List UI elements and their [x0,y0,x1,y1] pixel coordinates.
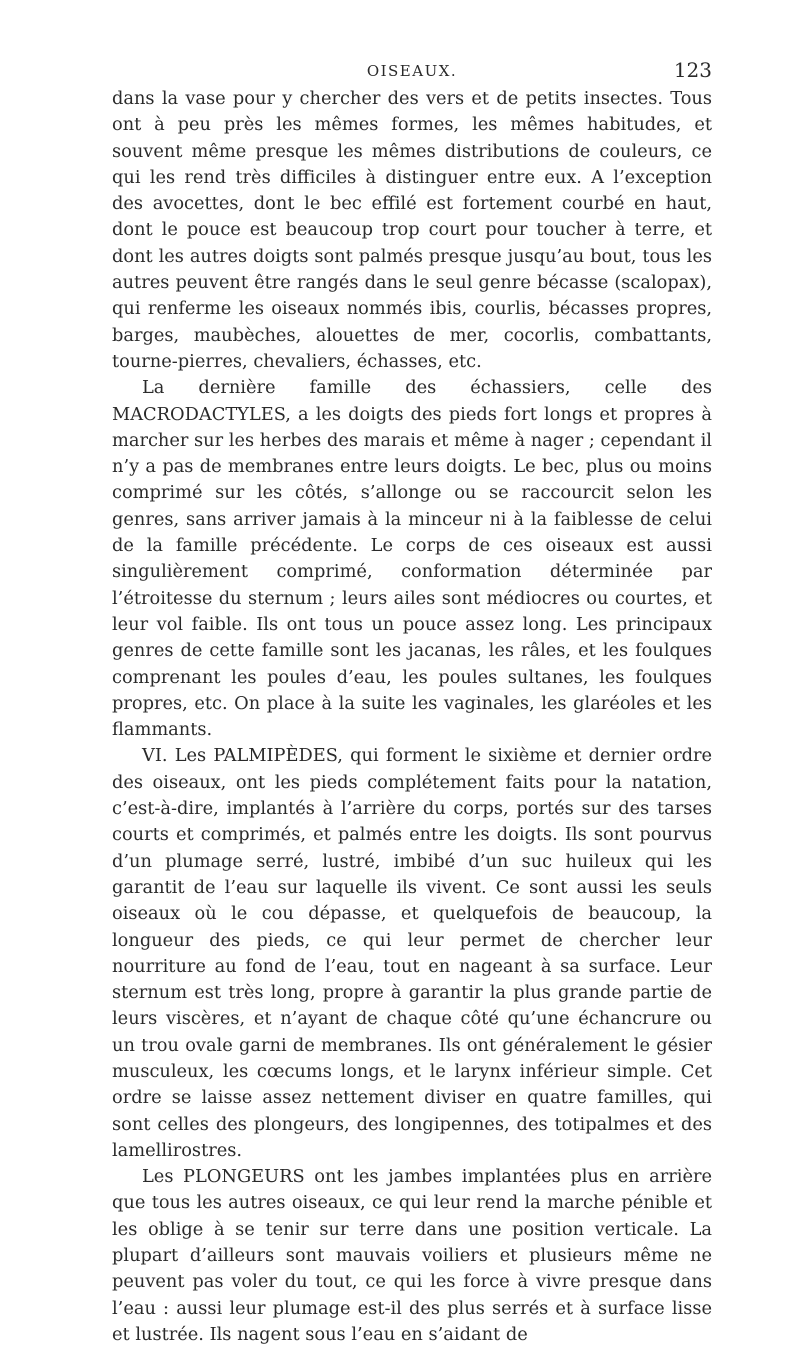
paragraph-1: dans la vase pour y chercher des vers et de petits insectes. Tous ont à peu près les mêmes formes, les mêmes habitudes, et souvent même presque les mêmes distributions de couleurs, ce qui les rend très difficiles à distinguer entre eux. A l’exception des avocettes, dont le bec effilé est fortement courbé en haut, dont le pouce est beaucoup trop court pour toucher à terre, et dont les autres doigts sont palmés presque jusqu’au bout, tous les autres peuvent être rangés dans le seul genre bécasse (scalopax), qui renferme les oiseaux nommés ibis, courlis, bécasses propres, barges, maubèches, alouettes de mer, cocorlis, combattants, tourne-pierres, chevaliers, échasses, etc. [112,88,712,372]
paragraph-3: VI. Les PALMIPÈDES, qui forment le sixième et dernier ordre des oiseaux, ont les pieds complétement faits pour la natation, c’est-à-dire, implantés à l’arrière du corps, portés sur des tarses courts et comprimés, et palmés entre les doigts. Ils sont pourvus d’un plumage serré, lustré, imbibé d’un suc huileux qui les garantit de l’eau sur laquelle ils vivent. Ce sont aussi les seuls oiseaux où le cou dépasse, et quelquefois de beaucoup, la longueur des pieds, ce qui leur permet de chercher leur nourriture au fond de l’eau, tout en nageant à sa surface. Leur sternum est très long, propre à garantir la plus grande partie de leurs viscères, et n’ayant de chaque côté qu’une échancrure ou un trou ovale garni de membranes. Ils ont généralement le gésier musculeux, les cœcums longs, et le larynx inférieur simple. Cet ordre se laisse assez nettement diviser en quatre familles, qui sont celles des plongeurs, des longipennes, des totipalmes et des lamellirostres. [112,745,712,1161]
page-number: 123 [673,58,712,82]
paragraph-2: La dernière famille des échassiers, celle des MACRODACTYLES, a les doigts des pieds fort longs et propres à marcher sur les herbes des marais et même à nager ; cependant il n’y a pas de membranes entre leurs doigts. Le bec, plus ou moins comprimé sur les côtés, s’allonge ou se raccourcit selon les genres, sans arriver jamais à la minceur ni à la faiblesse de celui de la famille précédente. Le corps de ces oiseaux est aussi singulièrement comprimé, conformation déterminée par l’étroitesse du sternum ; leurs ailes sont médiocres ou courtes, et leur vol faible. Ils ont tous un pouce assez long. Les principaux genres de cette famille sont les jacanas, les râles, et les foulques comprenant les poules d’eau, les poules sultanes, les foulques propres, etc. On place à la suite les vaginales, les glaréoles et les flammants. [112,377,712,741]
paragraph-4: Les PLONGEURS ont les jambes implantées plus en arrière que tous les autres oiseaux, ce qui leur rend la marche pénible et les oblige à se tenir sur terre dans une position verticale. La plupart d’ailleurs sont mauvais voiliers et plusieurs même ne peuvent pas voler du tout, ce qui les force à vivre presque dans l’eau : aussi leur plumage est-il des plus serrés et à surface lisse et lustrée. Ils nagent sous l’eau en s’aidant de [112,1166,712,1345]
page-header [112,58,712,88]
page-body [112,86,712,1348]
running-title: OISEAUX. [366,62,458,80]
